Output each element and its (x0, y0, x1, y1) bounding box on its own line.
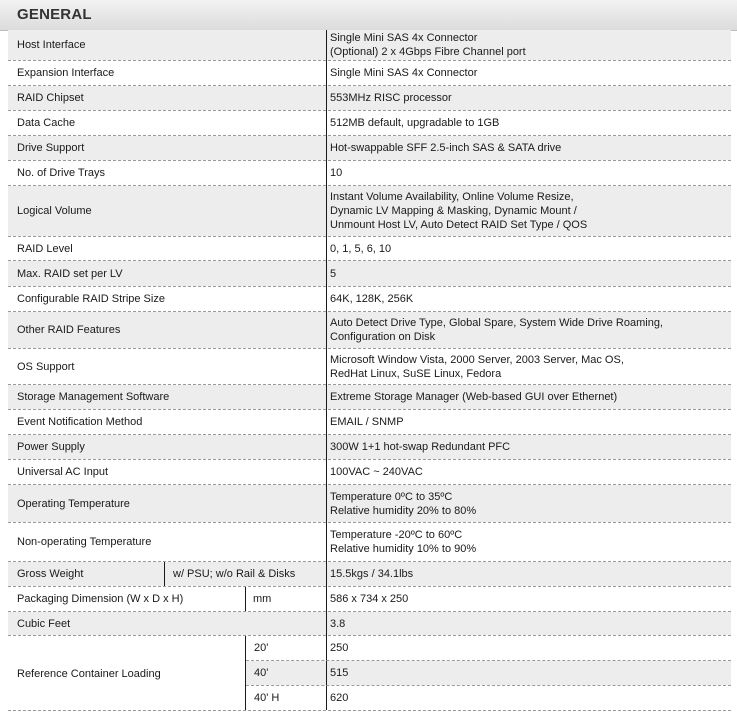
row-label: Cubic Feet (17, 617, 71, 630)
row-sublabel: mm (253, 593, 272, 605)
table-row (8, 237, 731, 260)
table-row (8, 410, 731, 434)
table-row (8, 111, 731, 135)
row-label: Gross Weight (17, 568, 84, 580)
table-row (8, 435, 731, 459)
row-label: Logical Volume (17, 205, 92, 217)
container-row (246, 686, 731, 710)
row-label: Non-operating Temperature (17, 536, 152, 548)
row-value: Single Mini SAS 4x Connector (Optional) 2 x 4Gbps Fibre Channel port (330, 32, 526, 58)
container-value: 620 (330, 692, 349, 704)
container-type: 20' (254, 642, 269, 654)
table-row (8, 349, 731, 384)
row-value: 64K, 128K, 256K (330, 293, 414, 305)
row-label: RAID Level (17, 242, 73, 255)
row-label: No. of Drive Trays (17, 167, 106, 179)
table-row (8, 485, 731, 522)
table-row (8, 562, 731, 586)
table-row (8, 261, 731, 286)
table-row (8, 287, 731, 311)
row-value: Auto Detect Drive Type, Global Spare, System Wide Drive Roaming, Configuration on Disk (330, 317, 663, 343)
row-label: Packaging Dimension (W x D x H) (17, 593, 184, 605)
row-label: Event Notification Method (17, 416, 143, 428)
table-row (8, 587, 731, 611)
row-label: Drive Support (17, 142, 85, 154)
column-divider (326, 30, 327, 710)
row-value: 0, 1, 5, 6, 10 (330, 242, 392, 255)
table-row (8, 86, 731, 110)
row-label: Max. RAID set per LV (17, 267, 123, 280)
row-label: RAID Chipset (17, 92, 84, 104)
row-label: Configurable RAID Stripe Size (17, 293, 165, 305)
row-label: Power Supply (17, 441, 85, 453)
row-label: OS Support (17, 360, 75, 373)
row-label: Reference Container Loading (17, 667, 161, 680)
row-value: Microsoft Window Vista, 2000 Server, 2003 Server, Mac OS, RedHat Linux, SuSE Linux, Fedora (330, 353, 624, 380)
row-value: 300W 1+1 hot-swap Redundant PFC (330, 441, 511, 453)
table-row (8, 161, 731, 185)
table-row (8, 523, 731, 561)
row-label: Expansion Interface (17, 67, 115, 79)
container-row (246, 636, 731, 660)
table-row (8, 136, 731, 160)
row-sublabel: w/ PSU; w/o Rail & Disks (173, 568, 296, 580)
table-row (8, 30, 731, 60)
table-row (8, 385, 731, 409)
row-value: 586 x 734 x 250 (330, 593, 409, 605)
table-row (8, 186, 731, 236)
table-row (8, 312, 731, 348)
table-row (8, 61, 731, 85)
row-value: 10 (330, 167, 343, 179)
table-row (8, 612, 731, 635)
row-label: Host Interface (17, 39, 86, 51)
row-value: Single Mini SAS 4x Connector (330, 67, 478, 79)
container-row (246, 661, 731, 685)
row-value: 100VAC ~ 240VAC (330, 466, 423, 478)
section-header (0, 0, 737, 31)
row-label: Universal AC Input (17, 466, 109, 478)
container-value: 250 (330, 642, 349, 654)
row-label: Storage Management Software (17, 391, 170, 403)
container-value: 515 (330, 667, 349, 679)
row-label: Other RAID Features (17, 324, 121, 336)
row-value: EMAIL / SNMP (330, 416, 404, 428)
container-type: 40' (254, 667, 269, 679)
row-value: 5 (330, 267, 337, 280)
row-value: Hot-swappable SFF 2.5-inch SAS & SATA drive (330, 142, 562, 154)
row-value: Temperature -20ºC to 60ºC Relative humidity 10% to 90% (330, 529, 477, 555)
row-label: Data Cache (17, 117, 76, 129)
row-value: 15.5kgs / 34.1lbs (330, 568, 414, 580)
table-row (8, 460, 731, 484)
row-value: 553MHz RISC processor (330, 92, 452, 104)
row-value: Instant Volume Availability, Online Volume Resize, Dynamic LV Mapping & Masking, Dynamic Mount / Unmount Host LV, Auto Detect RAID Set Type / QOS (330, 191, 588, 231)
row-value: Temperature 0ºC to 35ºC Relative humidity 20% to 80% (330, 490, 477, 517)
row-label: Operating Temperature (17, 497, 130, 510)
row-value: 512MB default, upgradable to 1GB (330, 117, 500, 129)
container-type: 40' H (254, 692, 280, 704)
section-title: GENERAL (17, 6, 92, 23)
row-value: 3.8 (330, 617, 346, 630)
row-value: Extreme Storage Manager (Web-based GUI over Ethernet) (330, 391, 618, 403)
